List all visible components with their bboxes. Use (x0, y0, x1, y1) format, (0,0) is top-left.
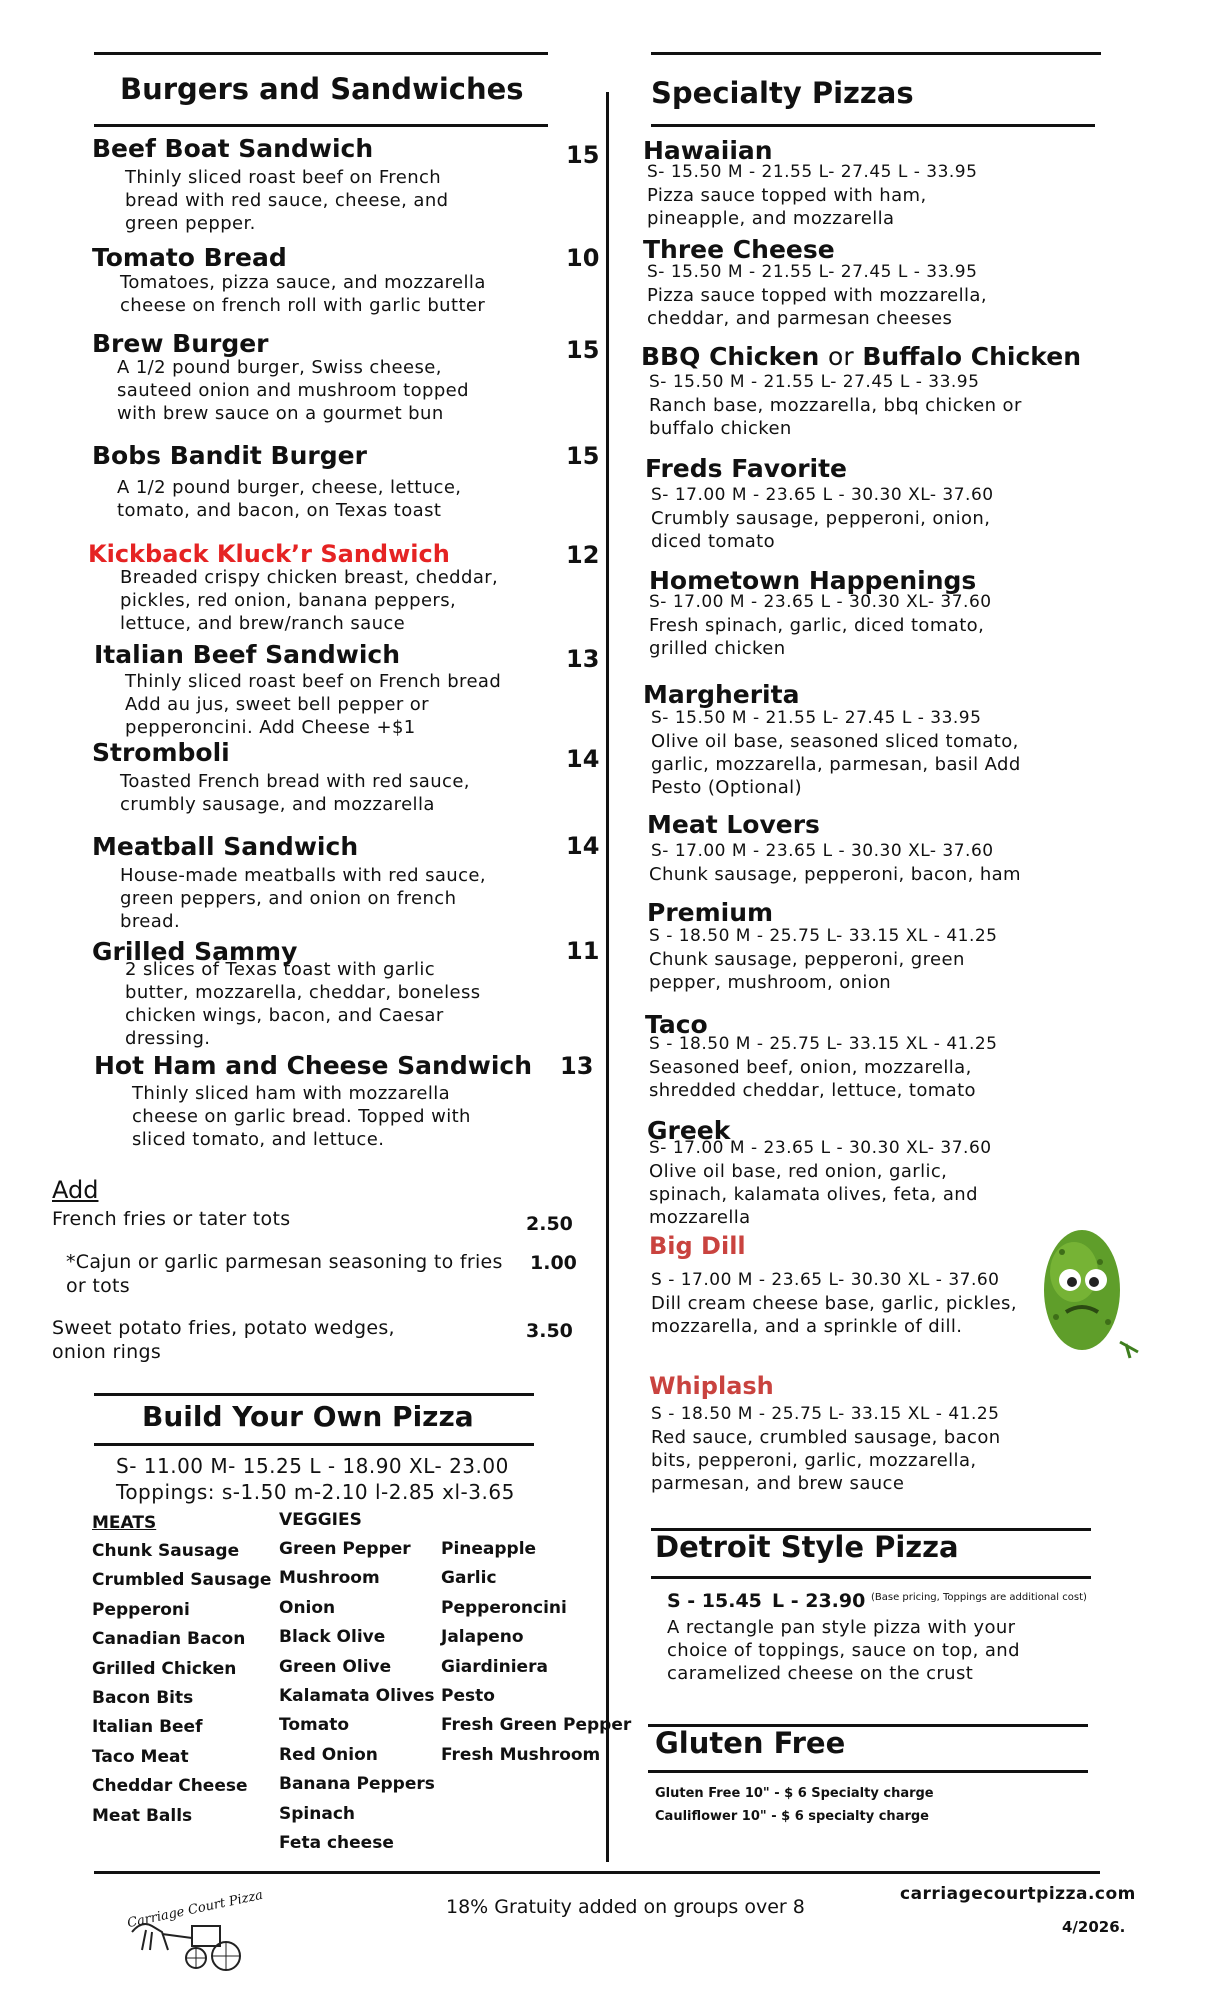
specialty-title: Specialty Pizzas (651, 76, 914, 110)
menu-item-desc: Thinly sliced roast beef on French bread Add au jus, sweet bell pepper or pepperoncini. Add Cheese +$1 (125, 671, 502, 738)
menu-item-desc: Toasted French bread with red sauce, crumbly sausage, and mozzarella (120, 771, 470, 815)
website: carriagecourtpizza.com (900, 1884, 1136, 1904)
pizza-desc: Crumbly sausage, pepperoni, onion, diced tomato (651, 508, 991, 552)
pizza-desc: Olive oil base, red onion, garlic, spinach, kalamata olives, feta, and mozzarella (649, 1161, 978, 1228)
pizza-desc: Seasoned beef, onion, mozzarella, shredded cheddar, lettuce, tomato (649, 1057, 976, 1101)
veggies-heading: VEGGIES (279, 1510, 362, 1530)
pizza-name: Taco (645, 1010, 708, 1039)
pizza-name: Big Dill (649, 1232, 746, 1260)
menu-item-desc: 2 slices of Texas toast with garlic butter, mozzarella, cheddar, boneless chicken wings, bacon, and Caesar dressing. (125, 959, 481, 1049)
menu-item-desc: Thinly sliced roast beef on French bread with red sauce, cheese, and green pepper. (125, 167, 449, 234)
byo-sizes: S- 11.00 M- 15.25 L - 18.90 XL- 23.00 (116, 1454, 509, 1478)
pizza-sizes: S- 15.50 M - 21.55 L- 27.45 L - 33.95 (649, 372, 980, 392)
pizza-desc: Dill cream cheese base, garlic, pickles, mozzarella, and a sprinkle of dill. (651, 1293, 1017, 1337)
add-item-price: 3.50 (526, 1320, 573, 1342)
detroit-price-large: L - 23.90 (772, 1590, 866, 1612)
list-item: Cheddar Cheese (92, 1776, 248, 1797)
print-date: 4/2026. (1062, 1918, 1126, 1936)
gluten-line-1: Gluten Free 10" - $ 6 Specialty charge (655, 1786, 934, 1801)
burgers-title: Burgers and Sandwiches (120, 72, 524, 106)
list-item: Spinach (279, 1803, 355, 1824)
pizza-name: Margherita (643, 680, 800, 709)
pizza-desc: Chunk sausage, pepperoni, bacon, ham (649, 864, 1021, 885)
pickle-illustration (1034, 1222, 1144, 1362)
footer-rule (94, 1871, 1100, 1874)
pizza-desc: Pizza sauce topped with mozzarella, cheddar, and parmesan cheeses (647, 285, 987, 329)
pizza-name (641, 342, 1081, 371)
list-item: Giardiniera (441, 1656, 548, 1677)
menu-item-price: 14 (566, 832, 600, 860)
carriage-icon (122, 1880, 265, 1980)
byo-bottom-rule (94, 1443, 534, 1446)
pizza-sizes: S - 18.50 M - 25.75 L- 33.15 XL - 41.25 (649, 926, 998, 946)
menu-item-price: 10 (566, 244, 600, 272)
list-item: Pesto (441, 1686, 495, 1707)
menu-item-desc: House-made meatballs with red sauce, green peppers, and onion on french bread. (120, 865, 486, 932)
pizza-name: Hometown Happenings (649, 566, 977, 595)
menu-item-name: Meatball Sandwich (92, 832, 359, 861)
menu-item-price: 13 (560, 1052, 594, 1080)
meats-heading: MEATS (92, 1513, 157, 1533)
menu-item-name: Kickback Kluck’r Sandwich (88, 540, 450, 568)
meats-list (92, 1537, 271, 1831)
list-item: Bacon Bits (92, 1688, 194, 1709)
list-item: Canadian Bacon (92, 1629, 246, 1650)
list-item: Feta cheese (279, 1833, 394, 1854)
pizza-sizes: S- 17.00 M - 23.65 L - 30.30 XL- 37.60 (649, 1138, 992, 1158)
add-title: Add (52, 1176, 99, 1204)
menu-item-name: Beef Boat Sandwich (92, 134, 374, 163)
detroit-note: (Base pricing, Toppings are additional cost) (871, 1592, 1087, 1603)
carriage-logo (122, 1880, 265, 1980)
pizza-sizes: S- 15.50 M - 21.55 L- 27.45 L - 33.95 (647, 162, 978, 182)
list-item: Pepperoni (92, 1599, 190, 1620)
veggies-list-1 (279, 1535, 435, 1858)
menu-item-name: Brew Burger (92, 329, 269, 358)
pizza-sizes: S- 17.00 M - 23.65 L - 30.30 XL- 37.60 (651, 485, 994, 505)
list-item: Pineapple (441, 1539, 537, 1559)
list-item: Italian Beef (92, 1717, 203, 1738)
list-item: Kalamata Olives (279, 1686, 435, 1707)
list-item: Fresh Mushroom (441, 1744, 601, 1765)
list-item: Meat Balls (92, 1805, 193, 1826)
menu-item-desc: Breaded crispy chicken breast, cheddar, pickles, red onion, banana peppers, lettuce, and brew/ranch sauce (120, 567, 499, 634)
menu-item-name: Tomato Bread (92, 243, 287, 272)
list-item: Crumbled Sausage (92, 1570, 272, 1591)
menu-item-desc: A 1/2 pound burger, Swiss cheese, sauteed onion and mushroom topped with brew sauce on a gourmet bun (117, 357, 469, 424)
list-item: Red Onion (279, 1744, 378, 1765)
gluten-title: Gluten Free (655, 1726, 846, 1760)
list-item: Mushroom (279, 1568, 380, 1589)
pizza-sizes: S - 18.50 M - 25.75 L- 33.15 XL - 41.25 (651, 1404, 1000, 1424)
list-item: Grilled Chicken (92, 1658, 237, 1679)
list-item: Garlic (441, 1568, 497, 1589)
top-rule-left (94, 52, 548, 55)
pizza-sizes: S - 18.50 M - 25.75 L- 33.15 XL - 41.25 (649, 1034, 998, 1054)
top-rule-right (651, 52, 1101, 55)
pizza-name-or: or (828, 342, 854, 371)
pizza-desc: Olive oil base, seasoned sliced tomato, garlic, mozzarella, parmesan, basil Add Pesto (Optional) (651, 731, 1021, 798)
add-item-price: 2.50 (526, 1213, 573, 1235)
list-item: Taco Meat (92, 1746, 189, 1767)
pizza-name-part: Buffalo Chicken (862, 342, 1081, 371)
add-item-price: 1.00 (530, 1252, 577, 1274)
pizza-name-part: BBQ Chicken (641, 342, 820, 371)
menu-item-price: 14 (566, 745, 600, 773)
pizza-desc: Red sauce, crumbled sausage, bacon bits, pepperoni, garlic, mozzarella, parmesan, and brew sauce (651, 1427, 1001, 1494)
pizza-name: Freds Favorite (645, 454, 848, 483)
pizza-name: Hawaiian (643, 136, 773, 165)
menu-item-price: 11 (566, 937, 600, 965)
pizza-desc: Pizza sauce topped with ham, pineapple, and mozzarella (647, 185, 927, 229)
list-item: Jalapeno (441, 1627, 524, 1648)
add-item-text: French fries or tater tots (52, 1208, 291, 1230)
specialty-title-rule (651, 124, 1095, 127)
gluten-line-2: Cauliflower 10" - $ 6 specialty charge (655, 1809, 929, 1824)
menu-item-price: 15 (566, 442, 600, 470)
pizza-desc: Ranch base, mozzarella, bbq chicken or buffalo chicken (649, 395, 1022, 439)
add-item-text: Sweet potato fries, potato wedges, onion rings (52, 1317, 395, 1363)
menu-item-name: Stromboli (92, 738, 230, 767)
byo-toppings: Toppings: s-1.50 m-2.10 l-2.85 xl-3.65 (116, 1480, 515, 1504)
pizza-sizes: S- 17.00 M - 23.65 L - 30.30 XL- 37.60 (651, 841, 994, 861)
menu-item-name: Bobs Bandit Burger (92, 441, 367, 470)
list-item: Green Olive (279, 1656, 392, 1677)
menu-item-price: 15 (566, 141, 600, 169)
list-item: Green Pepper (279, 1539, 411, 1559)
menu-item-price: 13 (566, 645, 600, 673)
pizza-name: Premium (647, 898, 774, 927)
detroit-price-small: S - 15.45 (667, 1590, 762, 1612)
detroit-bottom-rule (651, 1576, 1091, 1579)
list-item: Black Olive (279, 1627, 386, 1648)
pizza-sizes: S- 17.00 M - 23.65 L - 30.30 XL- 37.60 (649, 592, 992, 612)
gluten-bottom-rule (648, 1770, 1088, 1773)
menu-item-desc: Tomatoes, pizza sauce, and mozzarella cheese on french roll with garlic butter (120, 272, 486, 316)
menu-item-name: Italian Beef Sandwich (94, 640, 401, 669)
menu-item-price: 12 (566, 541, 600, 569)
menu-item-desc: Thinly sliced ham with mozzarella cheese on garlic bread. Topped with sliced tomato, and lettuce. (132, 1083, 471, 1150)
list-item: Banana Peppers (279, 1774, 435, 1795)
pizza-name: Three Cheese (643, 235, 835, 264)
menu-item-name: Grilled Sammy (92, 937, 298, 966)
byo-title: Build Your Own Pizza (142, 1400, 474, 1433)
list-item: Pepperoncini (441, 1597, 567, 1618)
pizza-desc: Fresh spinach, garlic, diced tomato, grilled chicken (649, 615, 985, 659)
pizza-sizes: S - 17.00 M - 23.65 L- 30.30 XL - 37.60 (651, 1270, 1000, 1290)
list-item: Tomato (279, 1715, 350, 1736)
menu-item-desc: A 1/2 pound burger, cheese, lettuce, tomato, and bacon, on Texas toast (117, 477, 462, 521)
gratuity-note: 18% Gratuity added on groups over 8 (446, 1896, 805, 1918)
logo-text: Carriage Court Pizza (125, 1887, 265, 1932)
menu-item-price: 15 (566, 336, 600, 364)
byo-top-rule (94, 1393, 534, 1396)
add-item-text: *Cajun or garlic parmesan seasoning to fries or tots (66, 1251, 503, 1297)
detroit-desc: A rectangle pan style pizza with your choice of toppings, sauce on top, and caramelized cheese on the crust (667, 1617, 1020, 1684)
pizza-sizes: S- 15.50 M - 21.55 L- 27.45 L - 33.95 (651, 708, 982, 728)
pizza-desc: Chunk sausage, pepperoni, green pepper, mushroom, onion (649, 949, 965, 993)
pizza-name: Meat Lovers (647, 810, 820, 839)
pizza-name: Whiplash (649, 1372, 774, 1400)
list-item: Onion (279, 1597, 336, 1618)
detroit-title: Detroit Style Pizza (655, 1530, 959, 1564)
menu-item-name: Hot Ham and Cheese Sandwich (94, 1051, 533, 1080)
list-item: Chunk Sausage (92, 1541, 240, 1561)
pizza-sizes: S- 15.50 M - 21.55 L- 27.45 L - 33.95 (647, 262, 978, 282)
veggies-list-2 (441, 1535, 631, 1770)
list-item: Fresh Green Pepper (441, 1715, 632, 1736)
burgers-title-rule (94, 124, 548, 127)
pizza-name: Greek (647, 1116, 731, 1145)
